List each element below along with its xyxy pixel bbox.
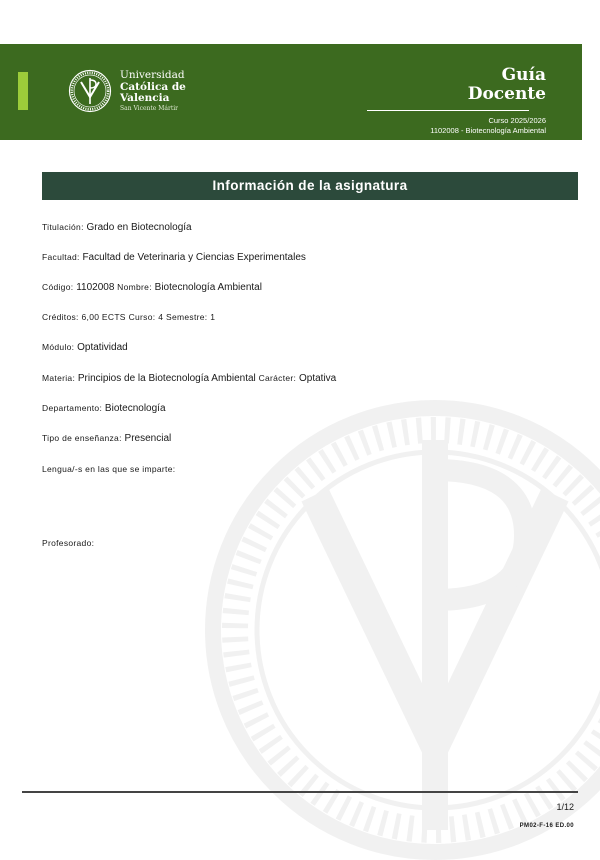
tipo-ensenanza-label: Tipo de enseñanza: (42, 433, 122, 443)
curso-value: 4 (158, 312, 164, 322)
creditos-label: Créditos: (42, 312, 79, 322)
materia-label: Materia: (42, 373, 76, 383)
codigo-row (42, 282, 262, 293)
curso-label: Curso: (128, 312, 156, 322)
departamento-row (42, 403, 166, 414)
modulo-row (42, 342, 128, 353)
course-code-name: 1102008 - Biotecnología Ambiental (430, 126, 546, 135)
creditos-value: 6,00 ECTS (81, 312, 126, 322)
guide-title-line-1: Guía (501, 65, 546, 85)
document-code: PM02-F-16 ED.00 (519, 823, 574, 829)
semestre-label: Semestre: (166, 312, 208, 322)
titulacion-row (42, 222, 192, 233)
profesorado-row (42, 538, 94, 549)
nombre-value: Biotecnología Ambiental (154, 282, 262, 293)
facultad-value: Facultad de Veterinaria y Ciencias Experimentales (82, 252, 306, 263)
modulo-value: Optatividad (77, 342, 128, 353)
university-name (120, 70, 186, 112)
codigo-label: Código: (42, 282, 74, 292)
materia-row (42, 373, 336, 384)
footer-divider (22, 791, 578, 793)
header-accent-bar (18, 72, 28, 110)
codigo-value: 1102008 (76, 282, 115, 293)
page-number: 1/12 (556, 802, 574, 812)
course-info (430, 116, 546, 136)
header-divider (367, 110, 529, 111)
facultad-row (42, 252, 306, 263)
course-year: Curso 2025/2026 (488, 116, 546, 125)
departamento-label: Departamento: (42, 403, 103, 413)
titulacion-label: Titulación: (42, 222, 84, 232)
lengua-row (42, 464, 175, 475)
titulacion-value: Grado en Biotecnología (86, 222, 192, 233)
departamento-value: Biotecnología (104, 403, 166, 414)
lengua-label: Lengua/-s en las que se imparte: (42, 464, 176, 474)
caracter-value: Optativa (299, 373, 337, 384)
guide-title (468, 66, 546, 104)
profesorado-label: Profesorado: (42, 538, 95, 548)
section-title-bar: Información de la asignatura (42, 172, 578, 200)
university-line-3: Valencia (120, 92, 170, 104)
caracter-label: Carácter: (258, 373, 297, 383)
creditos-row (42, 312, 215, 323)
semestre-value: 1 (210, 312, 216, 322)
modulo-label: Módulo: (42, 342, 75, 352)
tipo-ensenanza-value: Presencial (124, 433, 172, 444)
university-line-1: Universidad (120, 69, 185, 81)
university-line-2: Católica de (120, 80, 186, 93)
guide-title-line-2: Docente (467, 84, 546, 104)
university-line-4: San Vicente Mártir (120, 104, 179, 112)
materia-value: Principios de la Biotecnología Ambiental (77, 373, 256, 384)
facultad-label: Facultad: (42, 252, 80, 262)
nombre-label: Nombre: (117, 282, 152, 292)
university-seal-icon (68, 69, 112, 113)
tipo-ensenanza-row (42, 433, 171, 444)
